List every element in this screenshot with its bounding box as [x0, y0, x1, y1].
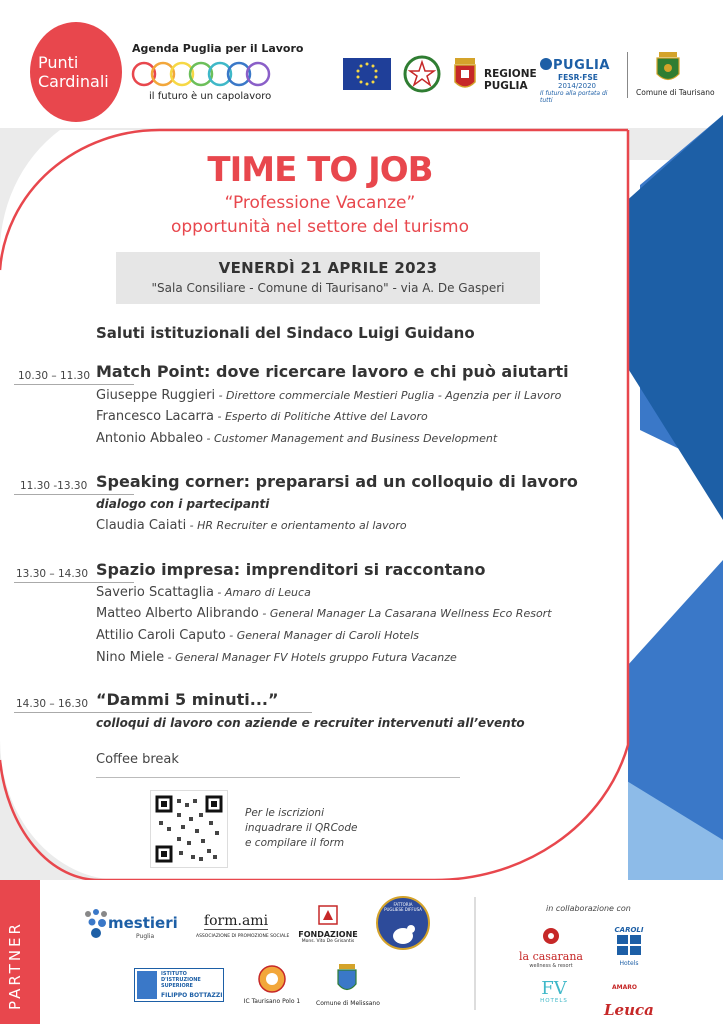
date-box — [116, 252, 540, 304]
header-divider — [627, 52, 628, 98]
program-end-line — [96, 777, 460, 778]
amaro-text: AMARO — [612, 984, 637, 991]
time-underline — [14, 582, 134, 583]
speaker-name: Claudia Caiati — [96, 518, 187, 533]
agenda-title: Agenda Puglia per il Lavoro — [132, 42, 304, 55]
session-title: Spazio impresa: imprenditori si raccontano — [96, 560, 486, 579]
event-venue: "Sala Consiliare - Comune di Taurisano" - via A. De Gasperi — [151, 281, 505, 295]
caroli-grid-icon — [616, 934, 642, 956]
speaker-name: Antonio Abbaleo — [96, 431, 204, 446]
event-subtitle-1: “Professione Vacanze” — [224, 193, 416, 213]
melissano-crest-icon — [335, 962, 359, 996]
casarana-mark-icon — [541, 926, 561, 946]
agenda-tagline: il futuro è un capolavoro — [149, 91, 272, 102]
leuca-text: Leuca — [604, 1001, 654, 1019]
comune-taurisano-label: Comune di Taurisano — [636, 88, 715, 97]
formami-text: form.ami — [203, 913, 269, 929]
qr-code-icon — [151, 791, 227, 867]
fesr-fse-logo — [540, 58, 620, 104]
formami-sub: ASSOCIAZIONE DI PROMOZIONE SOCIALE — [196, 934, 290, 939]
fondazione-text: FONDAZIONE — [298, 930, 358, 939]
melissano-label: Comune di Melissano — [316, 1000, 380, 1007]
iis-mark-icon — [137, 971, 157, 999]
fondazione-crest-icon — [317, 904, 339, 926]
caroli-hotels-logo — [610, 926, 648, 967]
speaker-role: - General Manager FV Hotels gruppo Futura Vacanze — [164, 651, 457, 664]
ic-taurisano-badge-icon — [257, 964, 287, 994]
punti-line1: Punti — [38, 53, 79, 72]
speaker-role: - General Manager La Casarana Wellness Eco Resort — [258, 607, 552, 620]
fesr-brand: PUGLIA — [553, 58, 610, 73]
coffee-break: Coffee break — [96, 752, 179, 767]
speaker-role: - Amaro di Leuca — [213, 586, 311, 599]
qr-code[interactable] — [150, 790, 228, 868]
speaker-role: - General Manager di Caroli Hotels — [225, 629, 419, 642]
collab-label: in collaborazione con — [546, 904, 631, 913]
fattoria-logo — [376, 896, 430, 950]
iis-name: FILIPPO BOTTAZZI — [161, 992, 223, 999]
formami-logo — [196, 910, 290, 939]
session-time: 13.30 – 14.30 — [16, 568, 89, 580]
speaker-row — [96, 409, 428, 424]
speaker-name: Nino Miele — [96, 650, 165, 665]
fesr-dot-icon — [540, 58, 552, 70]
iis-lines — [161, 971, 201, 989]
speaker-name: Saverio Scattaglia — [96, 585, 214, 600]
amaro-leuca-logo — [598, 984, 664, 1018]
fondazione-logo — [296, 904, 360, 944]
ic-taurisano-logo — [242, 964, 302, 1005]
fv-hotels-logo — [534, 980, 574, 1004]
italian-emblem-icon — [402, 54, 442, 94]
speaker-row — [96, 518, 407, 533]
speaker-name: Matteo Alberto Alibrando — [96, 606, 259, 621]
casarana-text: la casarana — [519, 950, 583, 963]
speaker-role: - Direttore commerciale Mestieri Puglia - Agenzia per il Lavoro — [215, 389, 562, 402]
regione-line2: PUGLIA — [484, 80, 528, 92]
caroli-sub: Hotels — [619, 960, 639, 967]
iis-line2: D'ISTRUZIONE — [161, 977, 201, 983]
qr-instructions — [245, 806, 357, 851]
speaker-row — [96, 388, 561, 403]
speaker-row — [96, 606, 552, 621]
fv-sub: HOTELS — [540, 998, 568, 1004]
iis-bottazzi-logo — [134, 968, 224, 1002]
event-date: VENERDÌ 21 APRILE 2023 — [218, 259, 438, 277]
fesr-line: FESR·FSE — [558, 73, 598, 82]
speaker-row — [96, 585, 311, 600]
melissano-logo — [316, 962, 378, 1007]
ic-taurisano-label: IC Taurisano Polo 1 — [243, 998, 301, 1005]
qr-line3: e compilare il form — [245, 837, 345, 849]
speaker-role: - Esperto di Politiche Attive del Lavoro — [213, 410, 428, 423]
casarana-sub: wellness & resort — [529, 963, 573, 969]
punti-line2: Cardinali — [38, 72, 109, 91]
iis-line1: ISTITUTO — [161, 971, 187, 977]
regione-puglia-crest-icon — [452, 54, 478, 94]
eu-flag-icon — [343, 58, 391, 90]
fv-text: FV — [541, 978, 567, 999]
session-time: 14.30 – 16.30 — [16, 698, 89, 710]
qr-line1: Per le iscrizioni — [245, 807, 324, 819]
speaker-name: Giuseppe Ruggieri — [96, 388, 216, 403]
speaker-name: Francesco Lacarra — [96, 409, 214, 424]
partner-label: PARTNER — [6, 921, 24, 1010]
time-underline — [14, 712, 312, 713]
event-subtitle-2: opportunità nel settore del turismo — [170, 217, 470, 237]
session-time: 11.30 -13.30 — [20, 480, 88, 492]
casarana-logo — [516, 926, 586, 969]
time-underline — [14, 494, 134, 495]
iis-line3: SUPERIORE — [161, 983, 193, 989]
fondazione-sub: Mons. Vito De Grisantis — [301, 939, 355, 944]
speaker-row — [96, 431, 497, 446]
regione-puglia-text — [484, 68, 537, 92]
regione-line1: REGIONE — [484, 68, 537, 80]
speaker-row — [96, 650, 457, 665]
fesr-tagline: Il futuro alla portata di tutti — [540, 90, 608, 104]
session-title: Match Point: dove ricercare lavoro e chi può aiutarti — [96, 362, 569, 381]
session-title: Speaking corner: prepararsi ad un colloquio di lavoro — [96, 472, 578, 491]
taurisano-crest-icon — [653, 50, 683, 86]
qr-line2: inquadrare il QRCode — [245, 822, 358, 834]
speaker-row — [96, 628, 419, 643]
time-underline — [14, 384, 134, 385]
event-title: TIME TO JOB — [207, 150, 433, 190]
speaker-role: - Customer Management and Business Development — [203, 432, 498, 445]
mestieri-logo — [82, 906, 178, 946]
session-subtitle: dialogo con i partecipanti — [96, 497, 270, 511]
caroli-text: CAROLI — [614, 926, 644, 934]
content-panel — [0, 130, 628, 880]
mestieri-sub: Puglia — [136, 933, 155, 940]
agenda-rings-logo — [131, 60, 281, 88]
session-time: 10.30 – 11.30 — [18, 370, 91, 382]
session-title: “Dammi 5 minuti...” — [96, 690, 279, 709]
punti-cardinali-logo — [30, 22, 122, 122]
fesr-years: 2014/2020 — [558, 82, 596, 90]
session-subtitle: colloqui di lavoro con aziende e recruiter intervenuti all’evento — [96, 716, 525, 730]
speaker-name: Attilio Caroli Caputo — [96, 628, 226, 643]
welcome-line: Saluti istituzionali del Sindaco Luigi Guidano — [96, 324, 475, 342]
fattoria-text: FATTORIA PUGLIESE DIFFUSA — [384, 902, 422, 912]
speaker-role: - HR Recruiter e orientamento al lavoro — [186, 519, 407, 532]
mestieri-text: mestieri — [108, 914, 178, 932]
